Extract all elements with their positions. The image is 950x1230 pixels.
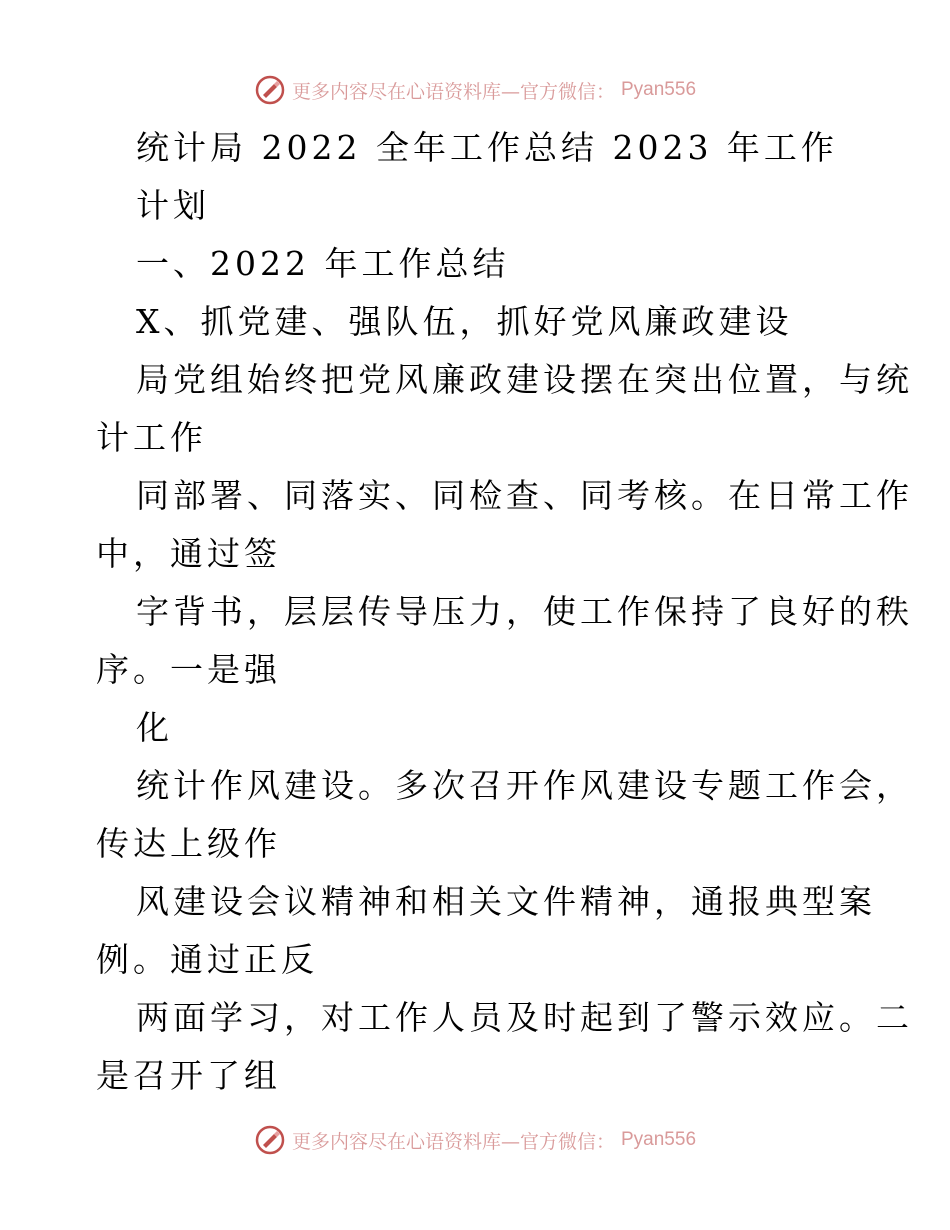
watermark-wechat-id: Pyan556 (621, 79, 697, 100)
footer-watermark (0, 1120, 950, 1160)
watermark-text: 更多内容尽在心语资料库—官方微信： (291, 80, 615, 103)
paragraph-line: 局党组始终把党风廉政建设摆在突出位置，与统 (136, 360, 913, 399)
paragraph-line: 是召开了组 (96, 1056, 281, 1095)
watermark-wechat-id: Pyan556 (621, 1129, 697, 1150)
paragraph-line: 中，通过签 (96, 534, 281, 573)
paragraph-line: 序。一是强 (96, 650, 281, 689)
section-heading: 一、2022 年工作总结 (136, 244, 510, 283)
document-title-line-2: 计划 (136, 186, 210, 225)
paragraph-line: 统计作风建设。多次召开作风建设专题工作会， (136, 766, 913, 805)
document-title-line-1: 统计局 2022 全年工作总结 2023 年工作 (136, 128, 838, 167)
paragraph-line: 字背书，层层传导压力，使工作保持了良好的秩 (136, 592, 913, 631)
paragraph-line: 两面学习，对工作人员及时起到了警示效应。二 (136, 998, 913, 1037)
watermark-text: 更多内容尽在心语资料库—官方微信： (291, 1130, 615, 1153)
subsection-heading: X、抓党建、强队伍，抓好党风廉政建设 (136, 302, 793, 341)
paragraph-line: 传达上级作 (96, 824, 281, 863)
paragraph-line: 化 (136, 708, 173, 747)
paragraph-line: 计工作 (96, 418, 207, 457)
header-watermark (0, 70, 950, 110)
paragraph-line: 同部署、同落实、同检查、同考核。在日常工作 (136, 476, 913, 515)
brand-logo-icon (254, 74, 286, 106)
brand-logo-icon (254, 1124, 286, 1156)
paragraph-line: 例。通过正反 (96, 940, 318, 979)
paragraph-line: 风建设会议精神和相关文件精神，通报典型案 (136, 882, 876, 921)
